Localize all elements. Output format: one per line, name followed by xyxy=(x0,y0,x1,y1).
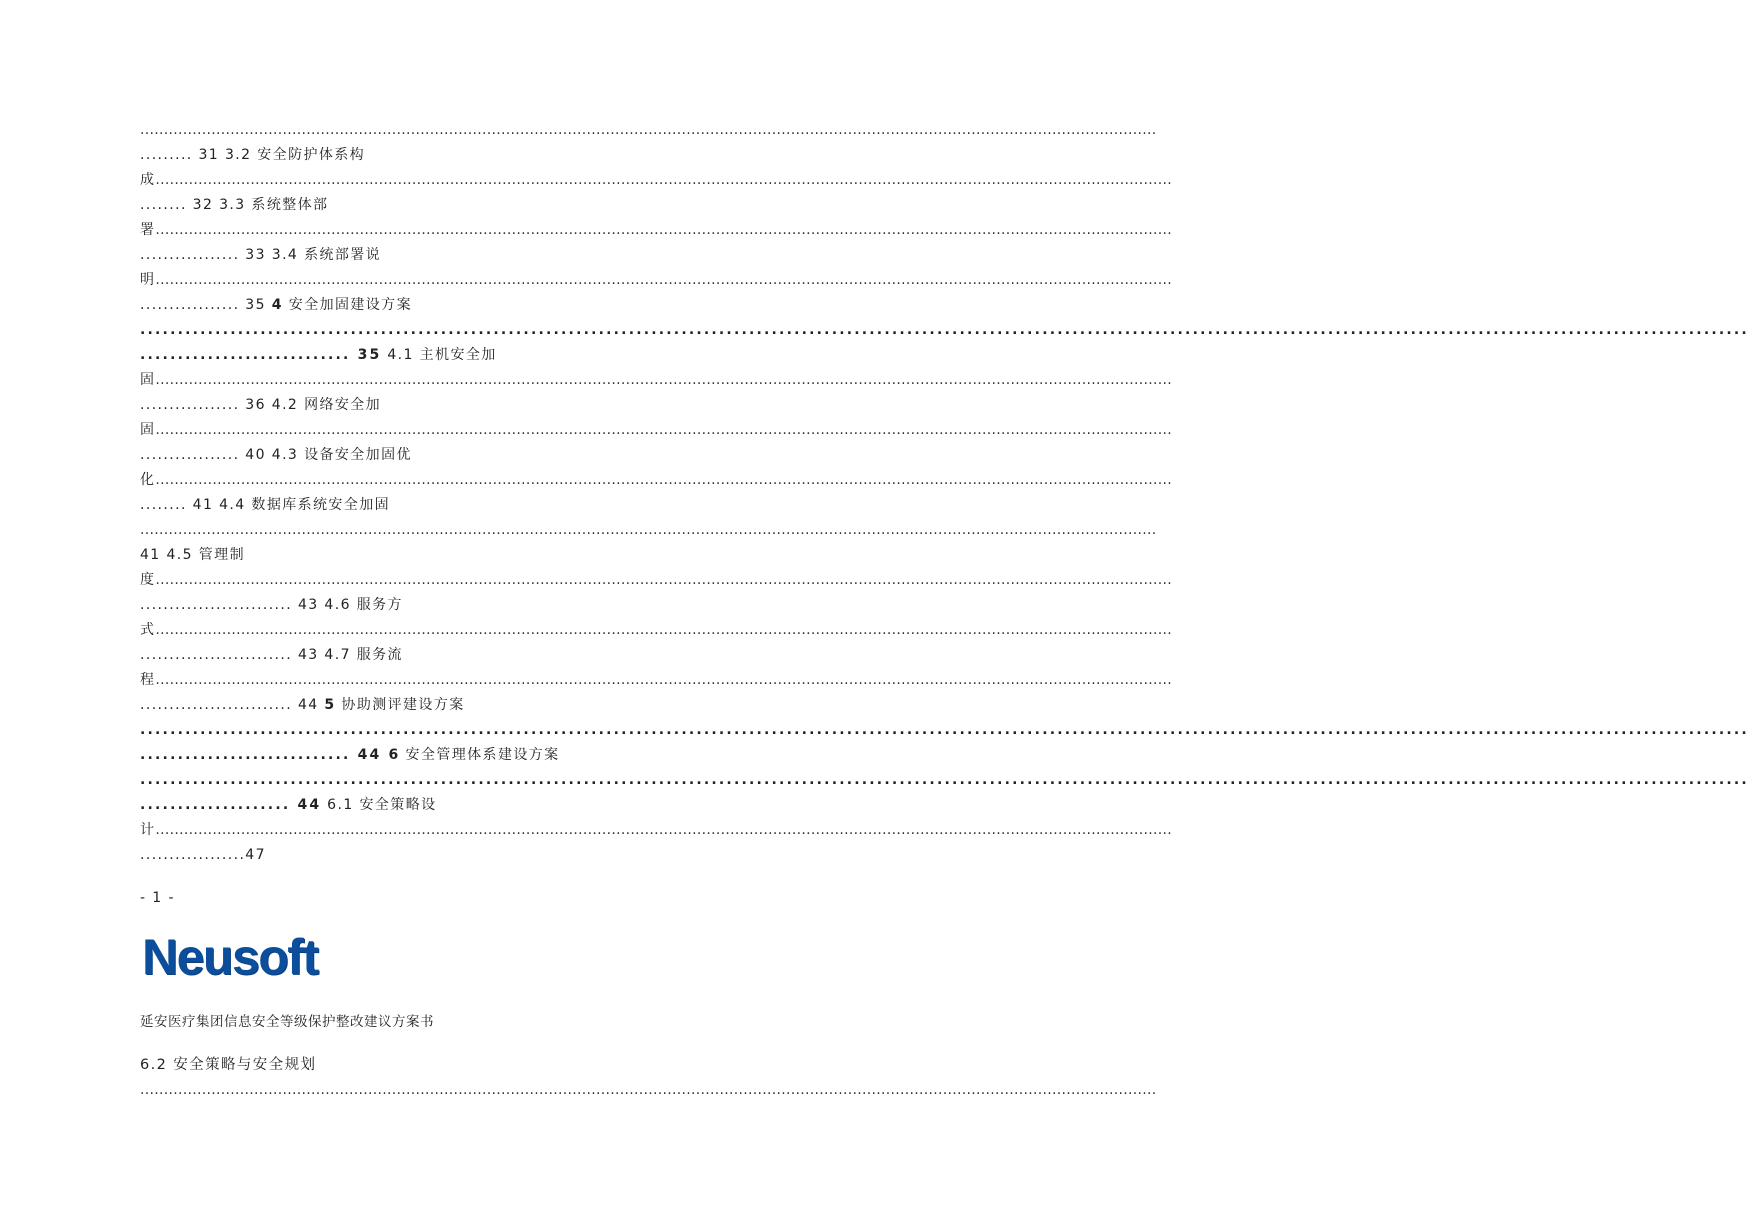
toc-entry xyxy=(140,170,1172,190)
toc-entry-char: 明 xyxy=(140,272,156,288)
toc-entry: ......... 31 3.2 安全防护体系构 xyxy=(140,147,366,163)
toc-dot-leader: ...................................................................................................................................................................................................................... xyxy=(155,472,1172,488)
toc-entry-title: 安全加固建设方案 xyxy=(282,297,412,313)
toc-entry-title: 安全管理体系建设方案 xyxy=(399,747,560,763)
toc-dot-leader: ...................................................................................................................................................................................................................... xyxy=(140,1082,1157,1098)
toc-entry xyxy=(140,345,810,365)
toc-entry-lead-bold: ............................ 44 xyxy=(140,747,389,763)
toc-entry: ..................47 xyxy=(140,847,266,863)
toc-entry-char: 固 xyxy=(140,422,156,438)
toc-entry-char: 成 xyxy=(140,172,156,188)
toc-entry-char: 署 xyxy=(140,222,156,238)
toc-entry xyxy=(140,670,1172,690)
toc-dot-leader: ...................................................................................................................................................................................................................... xyxy=(155,672,1172,688)
toc-dot-leader: ...................................................................................................................................................................................................................... xyxy=(155,372,1172,388)
section-heading: 6.2 安全策略与安全规划 xyxy=(140,1057,317,1073)
toc-entry: .......................... 43 4.6 服务方 xyxy=(140,597,403,613)
toc-entry: ................. 36 4.2 网络安全加 xyxy=(140,397,382,413)
toc-entry xyxy=(140,795,810,815)
toc-dot-leader: ...................................................................................................................................................................................................................... xyxy=(155,272,1172,288)
toc-entry-lead-bold: ............................ 35 xyxy=(140,347,382,363)
toc-entry xyxy=(140,295,810,315)
toc-entry xyxy=(140,745,810,765)
toc-dot-leader: ...................................................................................................................................................................................................................... xyxy=(155,172,1172,188)
toc-entry xyxy=(140,695,810,715)
toc-dot-leader: ...................................................................................................................................................................................................................... xyxy=(155,222,1172,238)
toc-dot-leader: ...................................................................................................................................................................................................................... xyxy=(140,522,1157,538)
toc-entry xyxy=(140,620,1172,640)
toc-dot-leader: ...................................................................................................................................................................................................................... xyxy=(155,622,1172,638)
toc-entry-title: 协助测评建设方案 xyxy=(335,697,465,713)
toc-entry xyxy=(140,270,1172,290)
page-number: - 1 - xyxy=(140,890,175,906)
toc-entry: .......................... 43 4.7 服务流 xyxy=(140,647,403,663)
toc-dot-leader: ...................................................................................................................................................................................................................... xyxy=(155,822,1172,838)
toc-entry xyxy=(140,220,1172,240)
toc-entry xyxy=(140,820,1172,840)
toc-entry-char: 度 xyxy=(140,572,156,588)
toc-dot-leader-bold: ...................................................................................................................................................................................................................... xyxy=(140,322,1749,338)
toc-entry xyxy=(140,370,1172,390)
toc-entry-title: 4.1 主机安全加 xyxy=(381,347,497,363)
toc-dot-leader: ...................................................................................................................................................................................................................... xyxy=(155,422,1172,438)
toc-dot-leader: ...................................................................................................................................................................................................................... xyxy=(140,122,1157,138)
toc-entry: ........ 41 4.4 数据库系统安全加固 xyxy=(140,497,391,513)
toc-dot-leader-bold: ...................................................................................................................................................................................................................... xyxy=(140,772,1749,788)
toc-entry-lead: ................. 35 xyxy=(140,297,272,313)
toc-chapter-number: 5 xyxy=(324,697,336,713)
toc-entry-char: 程 xyxy=(140,672,156,688)
toc-dot-leader: ...................................................................................................................................................................................................................... xyxy=(155,572,1172,588)
toc-entry: ................. 40 4.3 设备安全加固优 xyxy=(140,447,412,463)
toc-entry-char: 计 xyxy=(140,822,156,838)
neusoft-logo: Neusoft xyxy=(142,929,318,985)
document-title: 延安医疗集团信息安全等级保护整改建议方案书 xyxy=(140,1014,434,1030)
toc-entry-lead: .......................... 44 xyxy=(140,697,325,713)
toc-entry xyxy=(140,420,1172,440)
toc-entry xyxy=(140,470,1172,490)
toc-entry-char: 化 xyxy=(140,472,156,488)
toc-chapter-number: 4 xyxy=(271,297,283,313)
toc-entry-char: 式 xyxy=(140,622,156,638)
toc-dot-leader-bold: ...................................................................................................................................................................................................................... xyxy=(140,722,1749,738)
toc-entry: 41 4.5 管理制 xyxy=(140,547,245,563)
toc-chapter-number: 6 xyxy=(388,747,400,763)
toc-entry-char: 固 xyxy=(140,372,156,388)
toc-entry xyxy=(140,570,1172,590)
toc-entry-title: 6.1 安全策略设 xyxy=(321,797,437,813)
toc-entry: ........ 32 3.3 系统整体部 xyxy=(140,197,329,213)
toc-entry-lead-bold: .................... 44 xyxy=(140,797,322,813)
toc-entry: ................. 33 3.4 系统部署说 xyxy=(140,247,382,263)
